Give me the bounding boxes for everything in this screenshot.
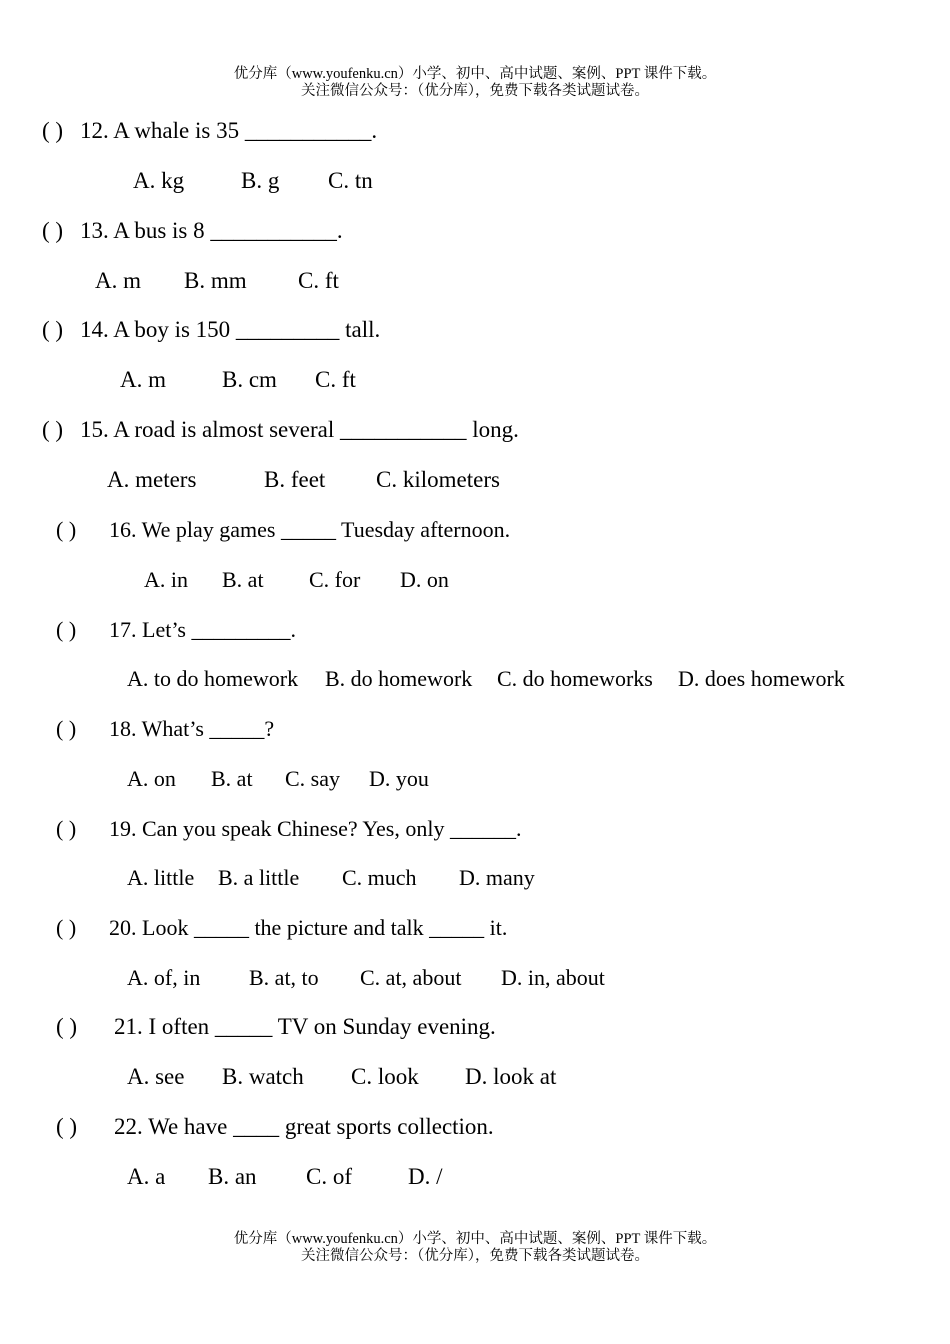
answer-paren: ( ) <box>42 218 64 243</box>
footer-line-1: 优分库（www.youfenku.cn）小学、初中、高中试题、案例、PPT 课件下载。 <box>233 1231 717 1247</box>
answer-paren: ( ) <box>56 1014 78 1039</box>
option-c: C. tn <box>328 168 373 193</box>
answer-paren: ( ) <box>42 417 64 442</box>
option-a: A. little <box>127 865 195 890</box>
option-c: C. say <box>285 766 340 791</box>
question-stem: 13. A bus is 8 ___________. <box>80 218 343 243</box>
option-b: B. g <box>241 168 280 193</box>
option-c: C. ft <box>298 268 339 293</box>
option-d: D. you <box>369 766 429 791</box>
option-d: D. / <box>408 1164 443 1189</box>
option-b: B. at, to <box>249 965 319 990</box>
option-c: C. of <box>306 1164 352 1189</box>
option-d: D. in, about <box>501 965 605 990</box>
option-a: A. kg <box>133 168 185 193</box>
footer-line-2: 关注微信公众号：（优分库），免费下载各类试题试卷。 <box>301 1248 649 1264</box>
option-c: C. look <box>351 1064 419 1089</box>
answer-paren: ( ) <box>56 617 77 642</box>
option-c: C. ft <box>315 367 356 392</box>
option-b: B. a little <box>218 865 300 890</box>
option-a: A. m <box>95 268 141 293</box>
option-b: B. watch <box>222 1064 304 1089</box>
header-line-2: 关注微信公众号：（优分库），免费下载各类试题试卷。 <box>301 83 649 99</box>
question-stem: 20. Look _____ the picture and talk _____ it. <box>109 915 508 940</box>
option-b: B. at <box>211 766 253 791</box>
answer-paren: ( ) <box>56 517 77 542</box>
question-stem: 22. We have ____ great sports collection. <box>114 1114 494 1139</box>
option-a: A. m <box>120 367 166 392</box>
option-c: C. for <box>309 567 361 592</box>
option-a: A. meters <box>107 467 197 492</box>
header-line-1: 优分库（www.youfenku.cn）小学、初中、高中试题、案例、PPT 课件下载。 <box>233 66 717 82</box>
answer-paren: ( ) <box>42 317 64 342</box>
question-stem: 17. Let’s _________. <box>109 617 296 642</box>
question-stem: 18. What’s _____? <box>109 716 275 741</box>
question-stem: 21. I often _____ TV on Sunday evening. <box>114 1014 496 1039</box>
option-d: D. look at <box>465 1064 557 1089</box>
option-b: B. do homework <box>325 666 473 691</box>
answer-paren: ( ) <box>42 118 64 143</box>
answer-paren: ( ) <box>56 915 77 940</box>
option-c: C. do homeworks <box>497 666 653 691</box>
footer-banner <box>0 1231 950 1265</box>
answer-paren: ( ) <box>56 1114 78 1139</box>
option-d: D. does homework <box>678 666 845 691</box>
answer-paren: ( ) <box>56 716 77 741</box>
option-c: C. kilometers <box>376 467 500 492</box>
header-banner <box>0 66 950 100</box>
option-b: B. feet <box>264 467 326 492</box>
option-b: B. at <box>222 567 264 592</box>
question-stem: 15. A road is almost several ___________ long. <box>80 417 519 442</box>
option-b: B. mm <box>184 268 247 293</box>
option-a: A. a <box>127 1164 166 1189</box>
option-a: A. to do homework <box>127 666 299 691</box>
option-a: A. in <box>144 567 188 592</box>
option-b: B. an <box>208 1164 257 1189</box>
question-stem: 19. Can you speak Chinese? Yes, only ______. <box>109 816 522 841</box>
option-c: C. at, about <box>360 965 462 990</box>
question-stem: 14. A boy is 150 _________ tall. <box>80 317 381 342</box>
question-stem: 16. We play games _____ Tuesday afternoon. <box>109 517 511 542</box>
question-stem: 12. A whale is 35 ___________. <box>80 118 378 143</box>
option-c: C. much <box>342 865 417 890</box>
option-a: A. of, in <box>127 965 201 990</box>
answer-paren: ( ) <box>56 816 77 841</box>
option-d: D. many <box>459 865 535 890</box>
option-a: A. on <box>127 766 176 791</box>
option-a: A. see <box>127 1064 185 1089</box>
option-d: D. on <box>400 567 449 592</box>
option-b: B. cm <box>222 367 277 392</box>
